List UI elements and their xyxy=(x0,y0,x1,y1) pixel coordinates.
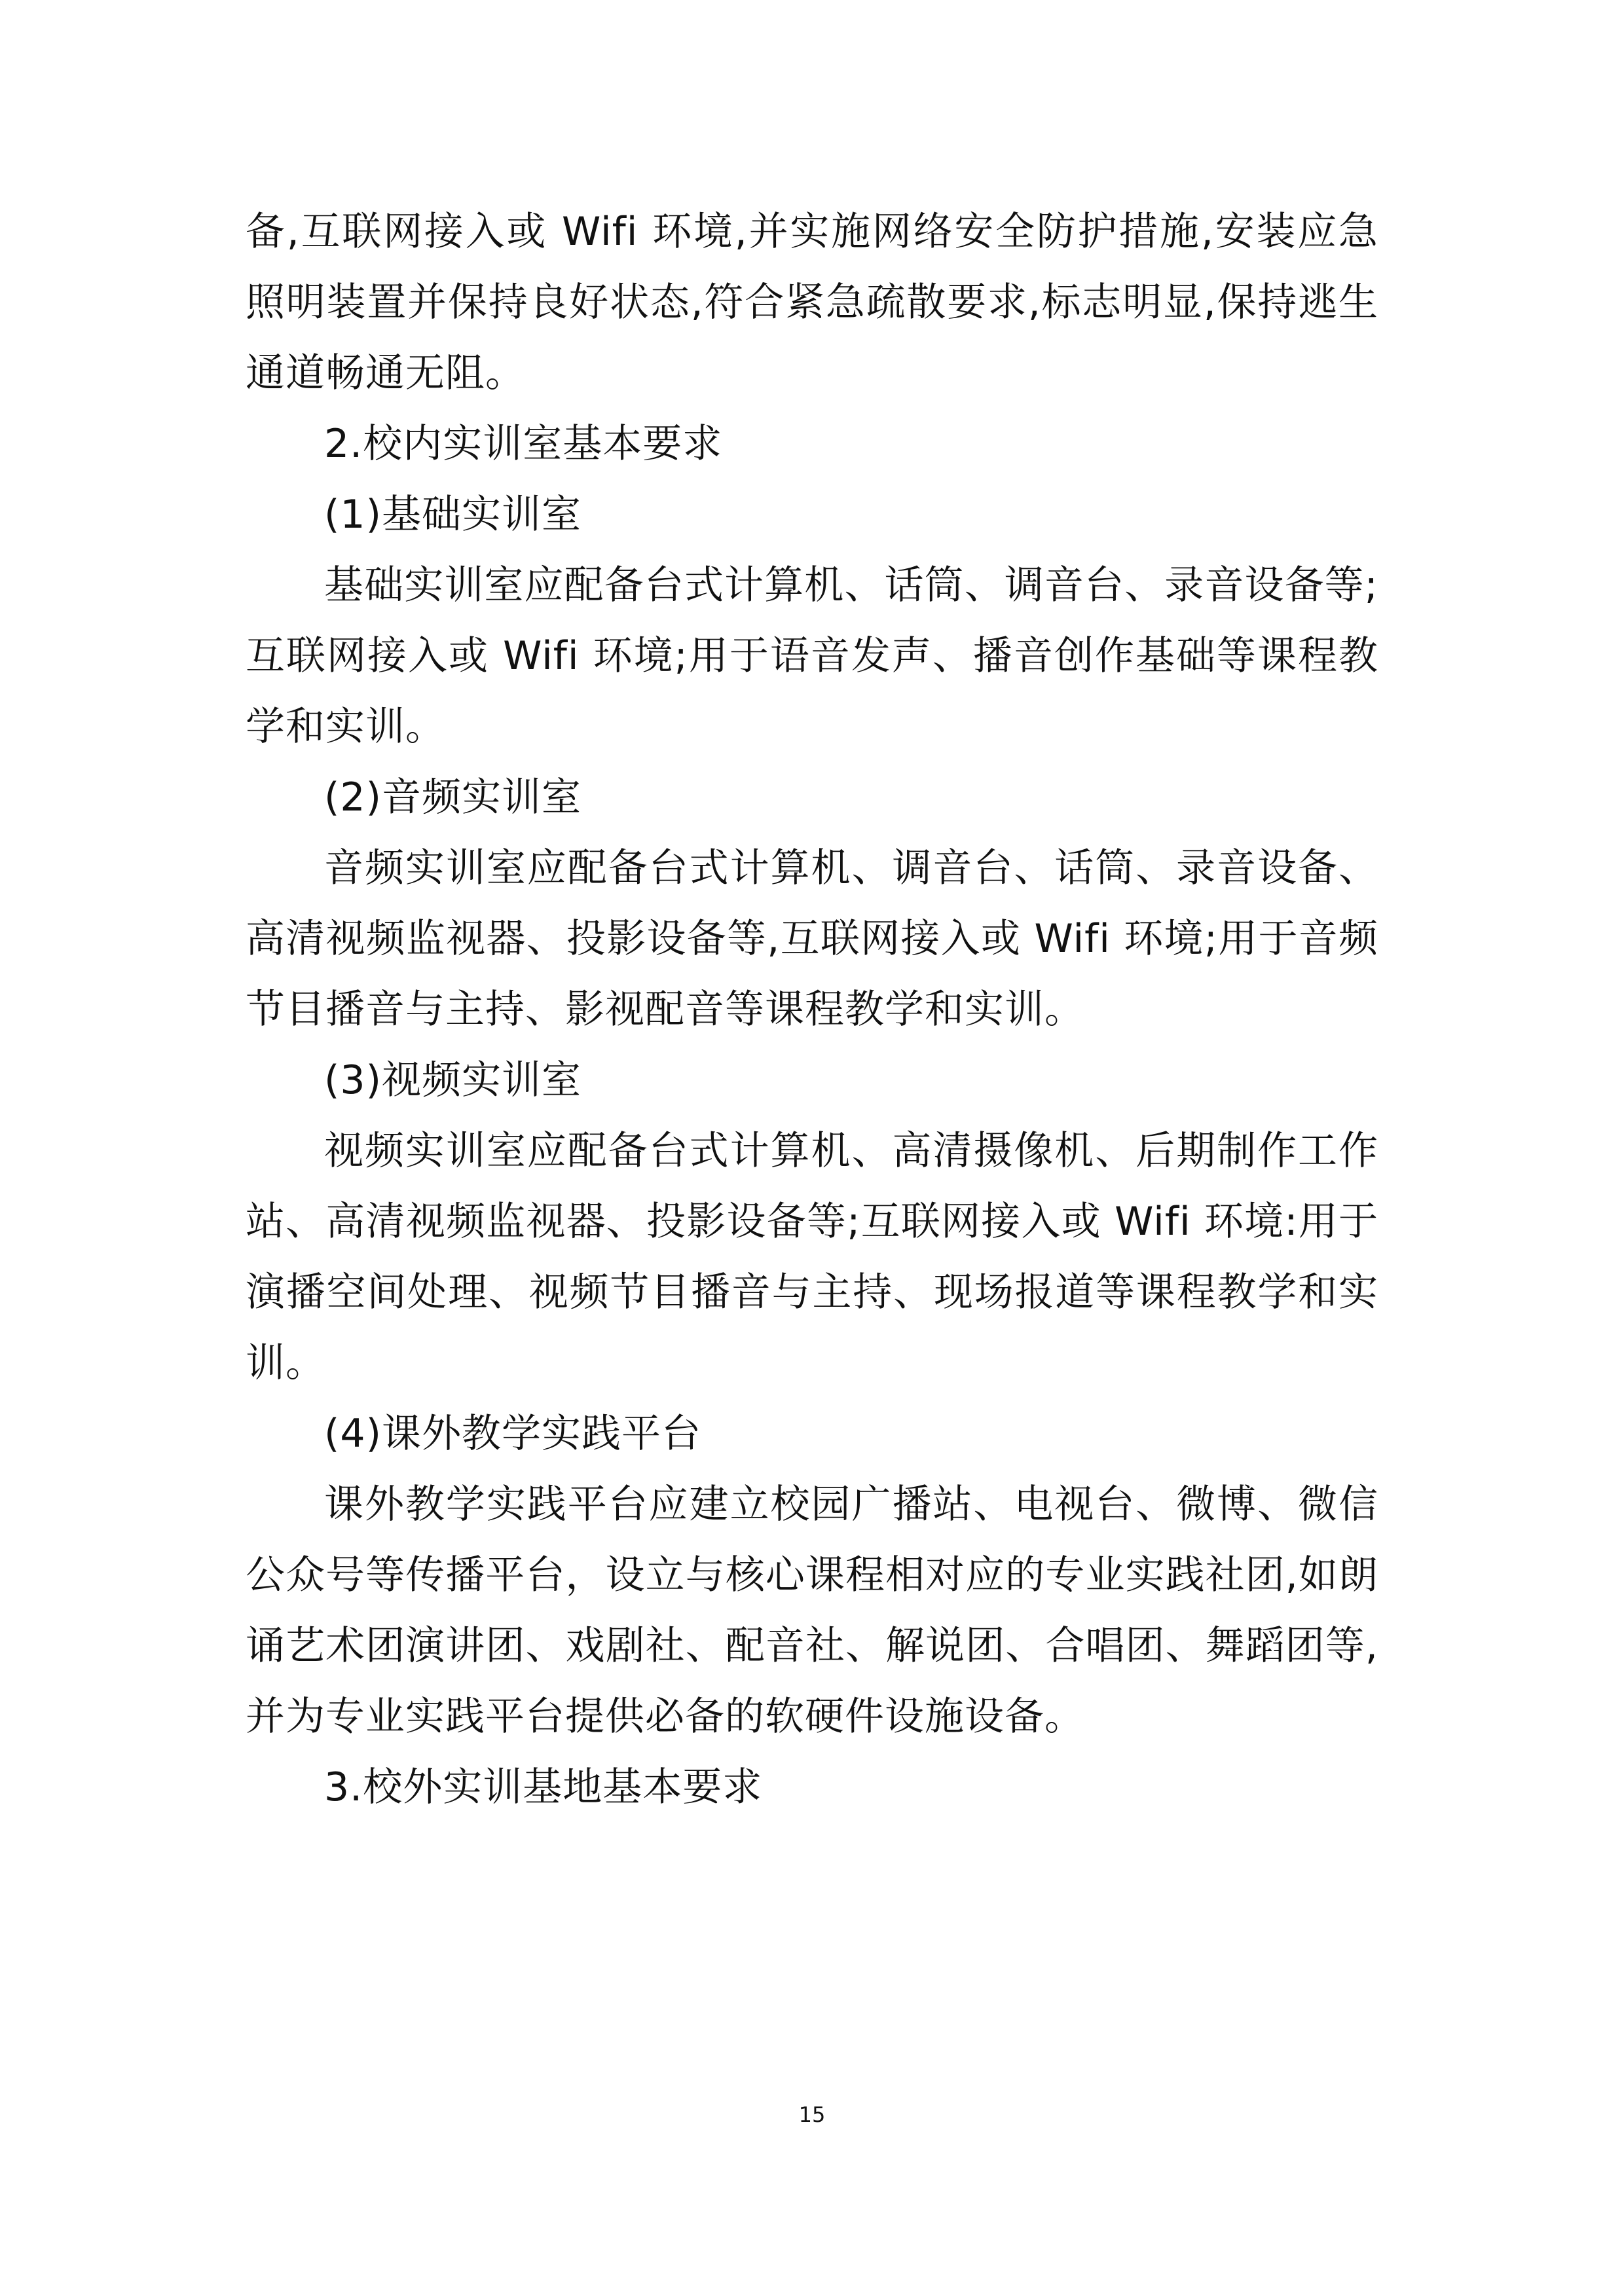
subheading-audio-training-room: (2)音频实训室 xyxy=(324,774,581,820)
body-text xyxy=(246,196,1378,1823)
paragraph-basic-training-room: 基础实训室应配备台式计算机、话筒、调音台、录音设备等;互联网接入或 Wifi 环境;用于语音发声、播音创作基础等课程教学和实训。 xyxy=(246,562,1378,750)
subheading-extracurricular-platform: (4)课外教学实践平台 xyxy=(324,1411,701,1457)
section-heading-offcampus-bases: 3.校外实训基地基本要求 xyxy=(324,1764,763,1810)
paragraph-extracurricular-platform: 课外教学实践平台应建立校园广播站、电视台、微博、微信公众号等传播平台，设立与核心课程相对应的专业实践社团,如朗诵艺术团演讲团、戏剧社、配音社、解说团、合唱团、舞蹈团等,并为专业实践平台提供必备的软硬件设施设备。 xyxy=(246,1482,1378,1740)
page-number: 15 xyxy=(798,2102,826,2127)
paragraph-video-training-room: 视频实训室应配备台式计算机、高清摄像机、后期制作工作站、高清视频监视器、投影设备等;互联网接入或 Wifi 环境:用于演播空间处理、视频节目播音与主持、现场报道等课程教学和实训。 xyxy=(246,1128,1378,1386)
paragraph-continuation: 备,互联网接入或 Wifi 环境,并实施网络安全防护措施,安装应急照明装置并保持良好状态,符合紧急疏散要求,标志明显,保持逃生通道畅通无阻。 xyxy=(246,209,1378,396)
section-heading-campus-training-rooms: 2.校内实训室基本要求 xyxy=(324,421,723,467)
subheading-video-training-room: (3)视频实训室 xyxy=(324,1057,581,1103)
paragraph-audio-training-room: 音频实训室应配备台式计算机、调音台、话筒、录音设备、高清视频监视器、投影设备等,互联网接入或 Wifi 环境;用于音频节目播音与主持、影视配音等课程教学和实训。 xyxy=(246,845,1378,1032)
subheading-basic-training-room: (1)基础实训室 xyxy=(324,492,581,538)
